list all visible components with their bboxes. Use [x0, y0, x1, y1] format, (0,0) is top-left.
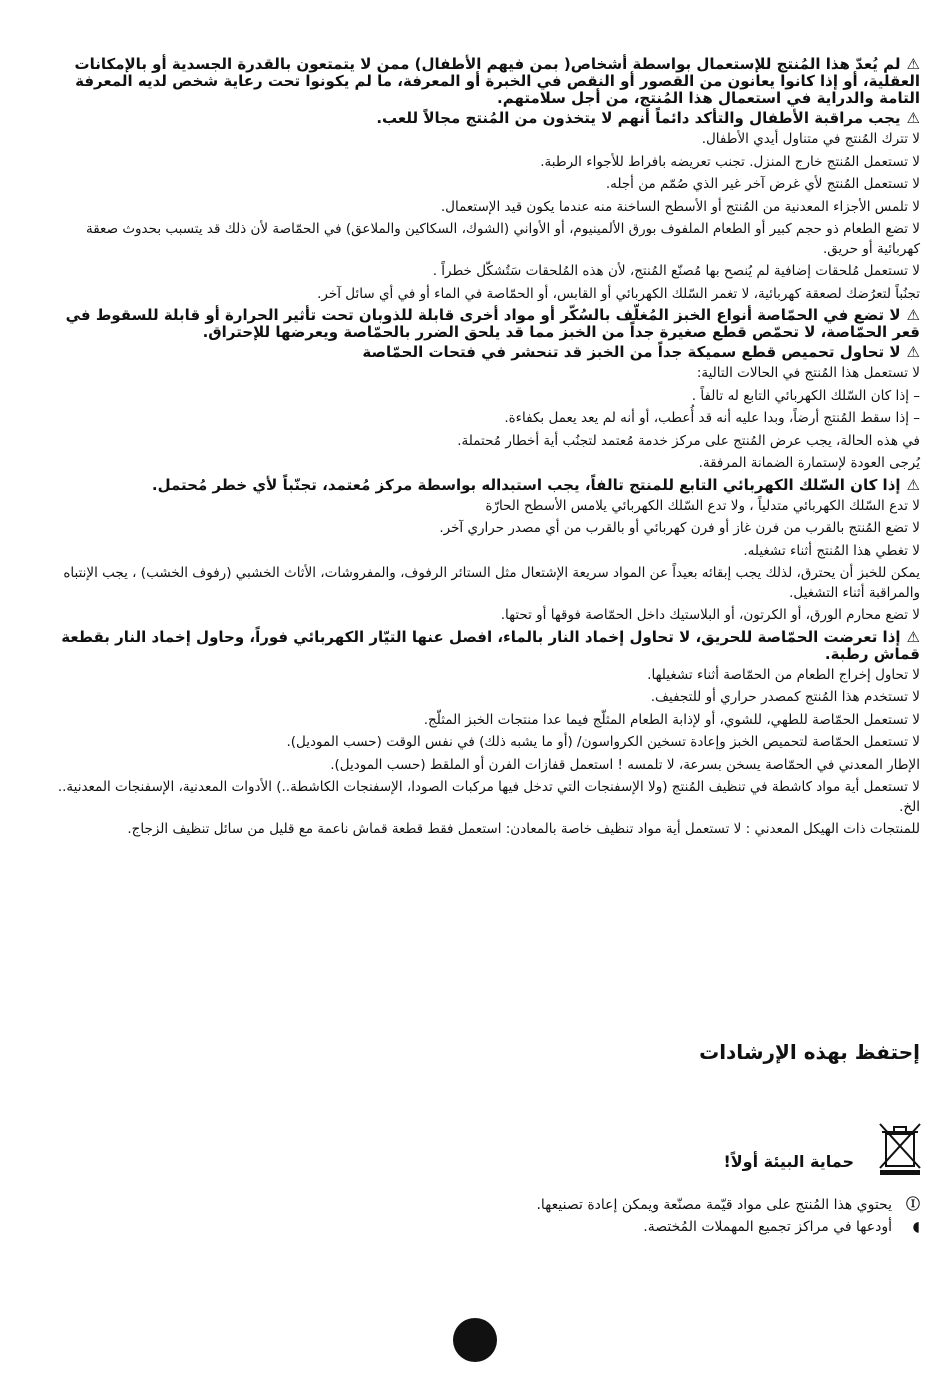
instruction-line: لا تدع السّلك الكهربائي متدلياً ، ولا تدع السّلك الكهربائي يلامس الأسطح الحارّة — [485, 497, 920, 514]
instruction-line: لا تستعمل المُنتج خارج المنزل. تجنب تعريضه بافراط للأجواء الرطبة. — [540, 153, 920, 170]
instruction-line: يُرجى العودة لإستمارة الضمانة المرفقة. — [698, 455, 920, 471]
keep-instructions-heading: إحتفظ بهذه الإرشادات — [699, 1040, 920, 1064]
warning-triangle-icon: ⚠ — [906, 475, 920, 494]
list-item — [220, 1216, 920, 1238]
instruction-line: لا تضع محارم الورق، أو الكرتون، أو البلاستيك داخل الحمّاصة فوقها أو تحتها. — [500, 607, 920, 623]
instruction-line: لا تضع المُنتج بالقرب من فرن غاز أو فرن كهربائي أو بالقرب من أي مصدر حراري آخر. — [439, 520, 920, 536]
list-item-text: يحتوي هذا المُنتج على مواد قيّمة مصنّعة ويمكن إعادة تصنيعها. — [536, 1197, 892, 1213]
instruction-line: لا تستخدم هذا المُنتج كمصدر حراري أو للتجفيف. — [650, 689, 920, 705]
warning-triangle-icon: ⚠ — [906, 627, 920, 646]
instruction-line: لا تستعمل الحمّاصة للطهي، للشوي، أو لإذابة الطعام المثلّج فيما عدا منتجات الخبز المثلّج. — [423, 711, 920, 728]
safety-instructions — [48, 56, 920, 843]
page-number-dot — [453, 1318, 497, 1362]
instruction-line: لا تستعمل أية مواد كاشطة في تنظيف المُنتج (ولا الإسفنجات التي تدخل فيها مركبات الصودا، الإسفنجات الكاشطة..) الأدوات المعدنية، الإسفنجات المعدنية.. الخ. — [57, 779, 920, 815]
warning-text: لا تحاول تحميص قطع سميكة جداً من الخبز قد تنحشر في فتحات الحمّاصة — [362, 343, 901, 361]
warning-paragraph — [48, 629, 920, 663]
bullet-icon: Ⓘ — [906, 1197, 920, 1213]
instruction-line: – إذا كان السّلك الكهربائي التابع له تالفاً . — [691, 387, 920, 404]
instruction-line: لا تلمس الأجزاء المعدنية من المُنتج أو الأسطح الساخنة منه عندما يكون قيد الإستعمال. — [440, 198, 920, 215]
instruction-line: يمكن للخبز أن يحترق، لذلك يجب إبقائه بعيداً عن المواد سريعة الإشتعال مثل الستائر الرفوف، والمفروشات، الأثاث الخشبي (رفوف الخشب) ، يجب الإنتباه والمراقبة أثناء التشغيل. — [63, 565, 920, 601]
instruction-line: لا تستعمل الحمّاصة لتحميص الخبز وإعادة تسخين الكرواسون/ (أو ما يشبه ذلك) في نفس الوقت (حسب الموديل). — [286, 734, 920, 750]
warning-triangle-icon: ⚠ — [906, 109, 920, 127]
environment-section — [704, 1120, 924, 1180]
instruction-line: – إذا سقط المُنتج أرضاً، وبدا عليه أنه قد أُعطب، أو أنه لم يعد يعمل بكفاءة. — [504, 410, 920, 426]
instruction-line: لا تستعمل هذا المُنتج في الحالات التالية: — [696, 365, 920, 381]
warning-text: لم يُعدّ هذا المُنتج للإستعمال بواسطة أشخاص( بمن فيهم الأطفال) ممن لا يتمتعون بالقدرة الجسدية أو بالإمكانات العقلية، أو إذا كانوا يعانون من القصور أو النقص في الخبرة أو المعرفة، ما لم يكونوا تحت رعاية شخص لديه المعرفة التامة والدراية في استعمال هذا المُنتج، من أجل سلامتهم. — [74, 55, 920, 107]
instruction-line: لا تضع الطعام ذو حجم كبير أو الطعام الملفوف بورق الألمينيوم، أو الأواني (الشوك، السكاكين والملاعق) في الحمّاصة لأن ذلك قد يتسبب بحدوث صعقة كهربائية أو حريق. — [85, 221, 920, 257]
crossed-bin-icon — [876, 1120, 924, 1176]
bullet-icon: ◖ — [912, 1219, 920, 1235]
warning-paragraph — [48, 344, 920, 361]
list-item-text: أودعها في مراكز تجميع المهملات المُختصة. — [643, 1219, 892, 1235]
instruction-line: لا تحاول إخراج الطعام من الحمّاصة أثناء تشغيلها. — [647, 666, 920, 683]
environment-title: حماية البيئة أولاً! — [723, 1152, 854, 1171]
warning-text: لا تضع في الحمّاصة أنواع الخبز المُغلّف بالسُكّر أو مواد أخرى قابلة للذوبان تحت تأثير الحرارة أو قابلة للسقوط في قعر الحمّاصة، لا تحمّص قطع صغيرة جداً من الخبز مما قد يلحق الضرر بالحمّاصة ويعرضها للإحتراق. — [65, 306, 920, 341]
warning-triangle-icon: ⚠ — [906, 343, 920, 361]
warning-paragraph — [48, 307, 920, 341]
instruction-line: تجنُباً لتعرُضك لصعقة كهربائية، لا تغمر السّلك الكهربائي أو القابس، أو الحمّاصة في الماء أو في أي سائل آخر. — [317, 285, 920, 302]
warning-text: إذا تعرضت الحمّاصة للحريق، لا تحاول إخماد النار بالماء، افصل عنها التيّار الكهربائي فوراً، وحاول إخماد النار بقطعة قماش رطبة. — [61, 627, 920, 663]
warning-text: يجب مراقبة الأطفال والتأكد دائماً أنهم لا يتخذون من المُنتج مجالاً للعب. — [376, 109, 901, 127]
instruction-line: لا تستعمل المُنتج لأي غرض آخر غير الذي صُمّم من أجله. — [605, 176, 920, 192]
instruction-line: لا تترك المُنتج في متناول أيدي الأطفال. — [701, 131, 920, 147]
warning-paragraph — [48, 56, 920, 107]
instruction-line: للمنتجات ذات الهيكل المعدني : لا تستعمل أية مواد تنظيف خاصة بالمعادن: استعمل فقط قطعة قماش ناعمة مع قليل من سائل تنظيف الزجاج. — [127, 821, 920, 837]
environment-list — [220, 1194, 920, 1238]
instruction-line: في هذه الحالة، يجب عرض المُنتج على مركز خدمة مُعتمد لتجنُب أية أخطار مُحتملة. — [457, 432, 920, 449]
warning-triangle-icon: ⚠ — [906, 55, 920, 73]
warning-paragraph — [48, 110, 920, 127]
warning-triangle-icon: ⚠ — [906, 306, 920, 324]
instruction-line: لا تغطي هذا المُنتج أثناء تشغيله. — [743, 542, 920, 559]
warning-paragraph — [48, 477, 920, 494]
list-item — [220, 1194, 920, 1216]
instruction-line: الإطار المعدني في الحمّاصة يسخن بسرعة، لا تلمسه ! استعمل قفازات الفرن أو الملقط (حسب الموديل). — [330, 756, 920, 773]
warning-text: إذا كان السّلك الكهربائي التابع للمنتج تالفاً، يجب استبداله بواسطة مركز مُعتمد، تجنّباً لأي خطر مُحتمل. — [151, 475, 901, 494]
instruction-line: لا تستعمل مُلحقات إضافية لم يُنصح بها مُصنّع المُنتج، لأن هذه المُلحقات سَتُشكّل خطراً . — [432, 263, 920, 279]
